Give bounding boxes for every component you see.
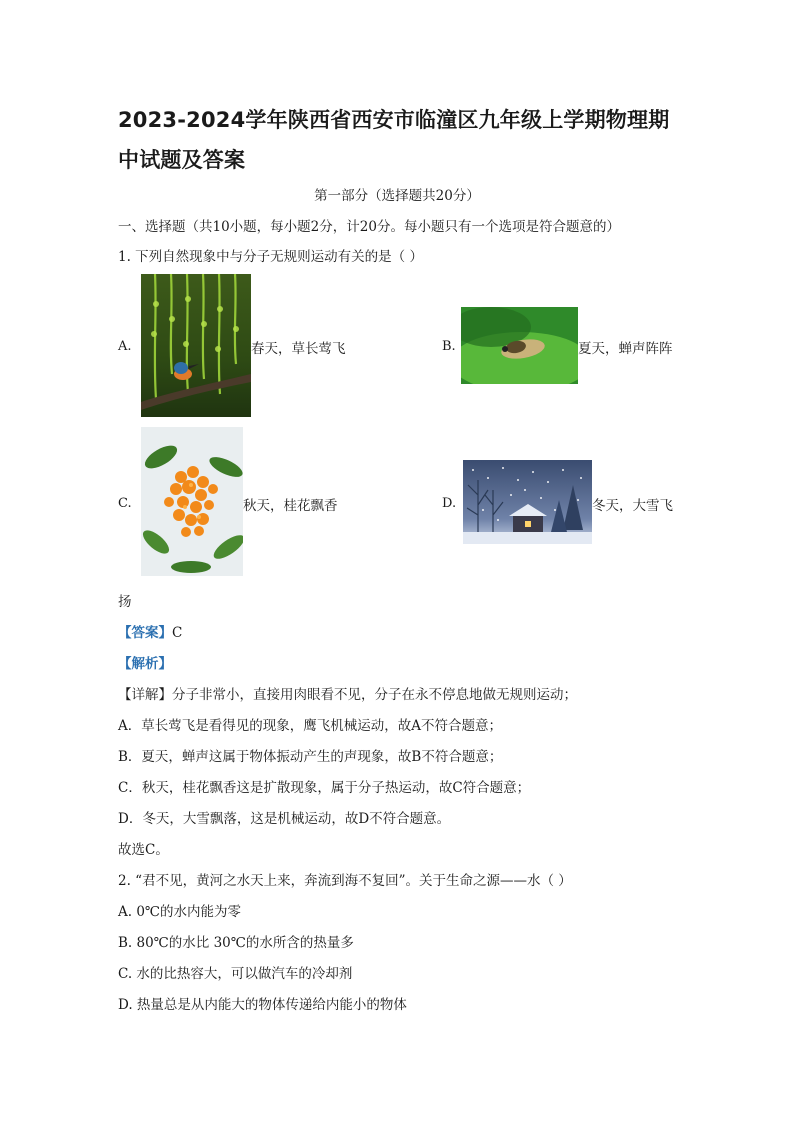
explanation-a: A．草长莺飞是看得见的现象，鹰飞机械运动，故A不符合题意； xyxy=(118,718,502,734)
q2-option-c: C. 水的比热容大，可以做汽车的冷却剂 xyxy=(118,966,353,982)
section-heading: 一、选择题（共10小题，每小题2分，计20分。每小题只有一个选项是符合题意的） xyxy=(118,219,620,235)
explanation-d: D．冬天，大雪飘落，这是机械运动，故D不符合题意。 xyxy=(118,811,451,827)
q2-option-a: A. 0℃的水内能为零 xyxy=(118,904,242,920)
option-b-letter: B. xyxy=(442,339,456,354)
bird-on-branch-willow-photo xyxy=(141,274,251,417)
question-2-stem: 2. “君不见，黄河之水天上来，奔流到海不复回”。关于生命之源——水（ ） xyxy=(118,873,572,889)
answer-line xyxy=(118,623,182,643)
option-c-text: 秋天，桂花飘香 xyxy=(243,498,338,514)
osmanthus-flowers-photo xyxy=(141,427,243,576)
cicada-on-leaf-photo xyxy=(461,307,578,384)
detail-line xyxy=(118,685,577,705)
q2-option-b: B. 80℃的水比 30℃的水所含的热量多 xyxy=(118,935,354,951)
explanation-b: B．夏天，蝉声这属于物体振动产生的声现象，故B不符合题意； xyxy=(118,749,503,765)
answer-value: C xyxy=(172,625,183,641)
conclusion: 故选C。 xyxy=(118,842,169,858)
question-1-stem: 1. 下列自然现象中与分子无规则运动有关的是（ ） xyxy=(118,249,423,265)
q2-option-d: D. 热量总是从内能大的物体传递给内能小的物体 xyxy=(118,997,407,1013)
option-d-letter: D. xyxy=(442,496,457,511)
option-d-text: 冬天，大雪飞 xyxy=(592,498,673,514)
option-b-text: 夏天，蝉声阵阵 xyxy=(578,341,673,357)
option-c-letter: C. xyxy=(118,496,132,511)
analysis-line xyxy=(118,654,172,674)
detail-text: 分子非常小，直接用肉眼看不见，分子在永不停息地做无规则运动； xyxy=(172,687,577,703)
explanation-c: C．秋天，桂花飘香这是扩散现象，属于分子热运动，故C符合题意； xyxy=(118,780,531,796)
part-heading: 第一部分（选择题共20分） xyxy=(314,188,480,204)
option-a-letter: A. xyxy=(118,339,132,354)
option-a-text: 春天，草长莺飞 xyxy=(251,341,346,357)
analysis-label: 【解析】 xyxy=(118,656,172,672)
answer-label: 【答案】 xyxy=(118,625,172,641)
page-title: 2023-2024学年陕西省西安市临潼区九年级上学期物理期中试题及答案 xyxy=(118,108,670,172)
option-d-wrap-text: 扬 xyxy=(118,594,132,610)
snowy-night-cabin-photo xyxy=(463,460,592,544)
detail-label: 【详解】 xyxy=(118,687,172,703)
